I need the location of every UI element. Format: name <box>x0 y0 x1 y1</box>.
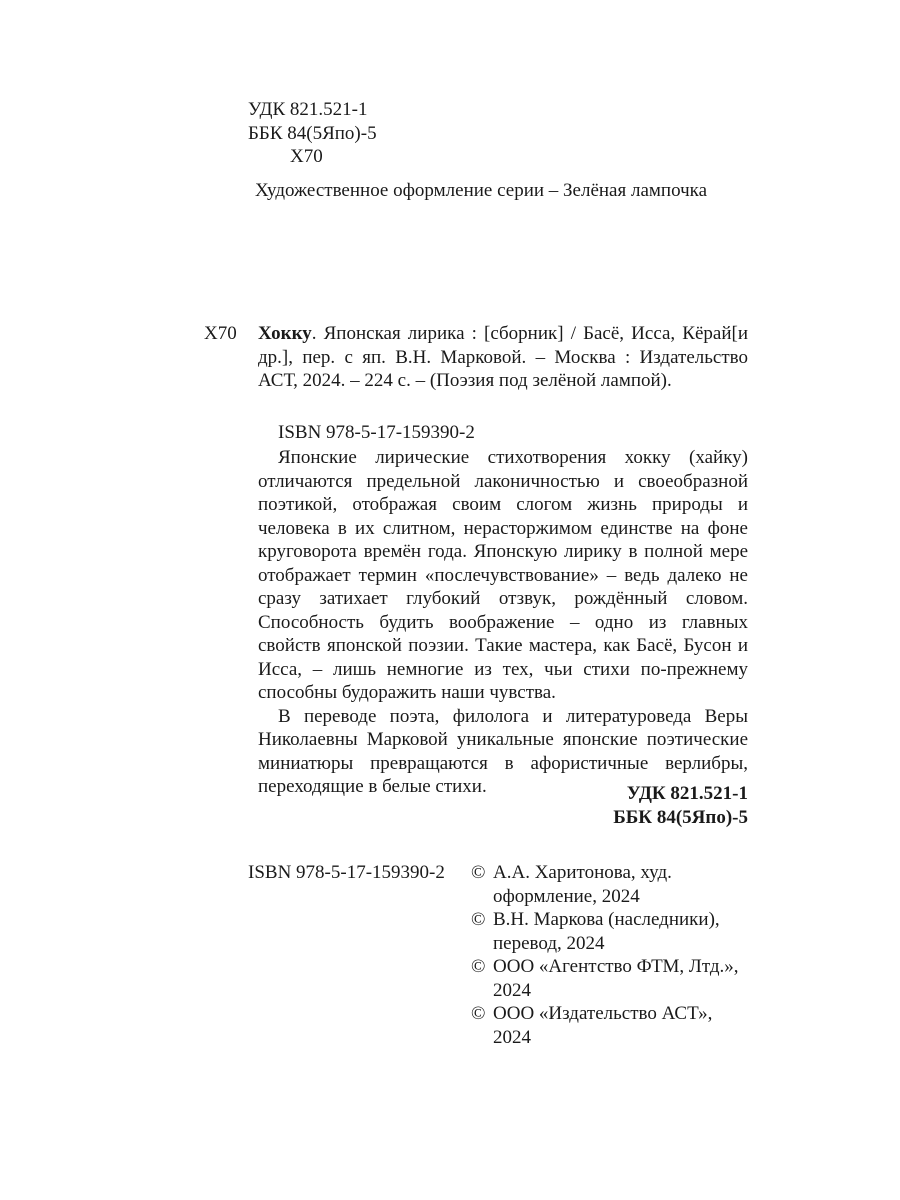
copyright-symbol: © <box>471 862 486 883</box>
copyright-detail: 2024 <box>493 1026 531 1048</box>
copyright-item <box>471 955 751 1002</box>
imprint-isbn: ISBN 978-5-17-159390-2 <box>248 862 445 883</box>
copyright-list <box>471 861 751 1049</box>
copyright-symbol: © <box>471 956 486 977</box>
copyright-item <box>471 908 751 955</box>
book-title: Хокку <box>258 323 312 344</box>
udk-code: УДК 821.521-1 <box>248 99 368 120</box>
classification-codes <box>560 782 748 829</box>
copyright-holder: В.Н. Маркова (наследники), <box>493 909 720 930</box>
catalog-author-mark: Х70 <box>204 323 237 344</box>
bibliographic-record <box>258 322 748 393</box>
copyright-holder: ООО «Издательство АСТ», <box>493 1003 713 1024</box>
bibliographic-description: . Японская лирика : [сборник] / Басё, Исса, Кёрай[и др.], пер. с яп. В.Н. Марковой. – Москва : Издательство АСТ, 2024. – 224 с. – (Поэзия под зелёной лампой). <box>258 323 748 391</box>
copyright-detail: оформление, 2024 <box>493 885 640 907</box>
bbk-code-bold: ББК 84(5Япо)-5 <box>613 806 748 828</box>
copyright-symbol: © <box>471 1003 486 1024</box>
annotation-paragraph-2: В переводе поэта, филолога и литературоведа Веры Николаевны Марковой уникальные японские поэтические миниатюры превращаются в афористичные верлибры, переходящие в белые стихи. <box>258 705 748 797</box>
copyright-item <box>471 861 751 908</box>
copyright-detail: перевод, 2024 <box>493 932 605 954</box>
copyright-item <box>471 1002 751 1049</box>
catalog-isbn: ISBN 978-5-17-159390-2 <box>278 422 475 443</box>
copyright-detail: 2024 <box>493 979 531 1001</box>
annotation <box>258 446 748 799</box>
series-design-credit: Художественное оформление серии – Зелёная лампочка <box>255 180 708 201</box>
copyright-symbol: © <box>471 909 486 930</box>
top-classification-codes <box>248 98 377 169</box>
annotation-paragraph-1: Японские лирические стихотворения хокку (хайку) отличаются предельной лаконичностью и своеобразной поэтикой, отображая своим слогом жизнь природы и человека в их слитном, нерасторжимом единстве на фоне круговорота времён года. Японскую лирику в полной мере отображает термин «послечувствование» – ведь далеко не сразу затихает глубокий отзвук, рождённый словом. Способность будить воображение – одно из главных свойств японской поэзии. Такие мастера, как Басё, Бусон и Исса, – лишь немногие из тех, чьи стихи по-прежнему способны будоражить наши чувства. <box>258 447 748 703</box>
copyright-holder: А.А. Харитонова, худ. <box>493 862 672 883</box>
copyright-holder: ООО «Агентство ФТМ, Лтд.», <box>493 956 739 977</box>
udk-code-bold: УДК 821.521-1 <box>626 783 748 804</box>
bbk-code: ББК 84(5Япо)-5 <box>248 122 377 144</box>
author-mark: Х70 <box>290 146 323 167</box>
